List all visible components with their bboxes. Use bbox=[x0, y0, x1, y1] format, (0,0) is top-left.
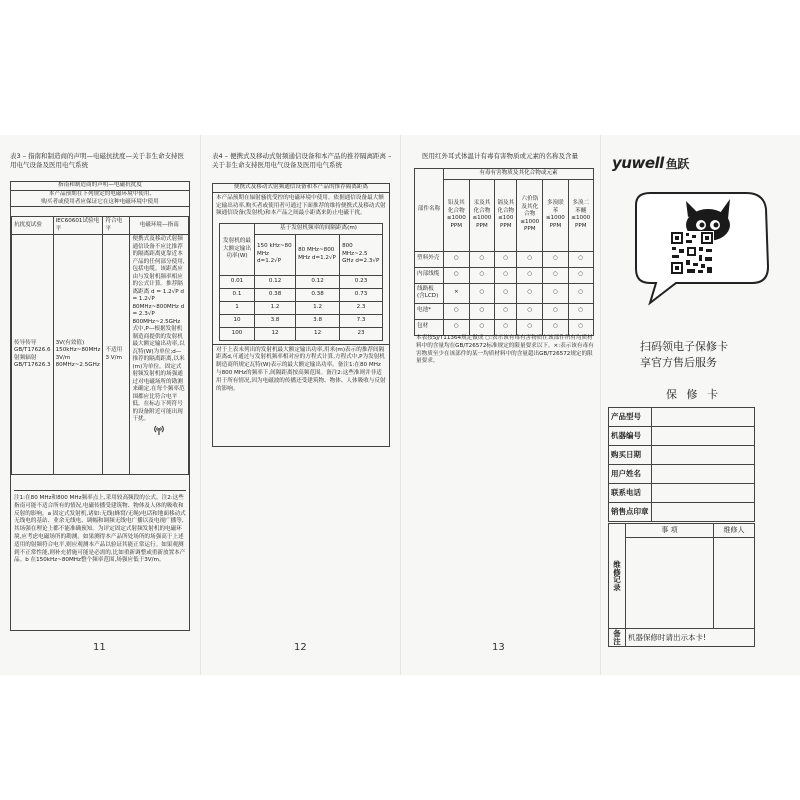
cell: 0.23 bbox=[340, 275, 383, 288]
header-cell: IEC60601试验电平 bbox=[53, 217, 103, 235]
power-header: 发射机的最大额定输出功率(W) bbox=[220, 224, 255, 276]
field-label: 销售点印章 bbox=[609, 503, 652, 522]
test-items-cell: 传导传导 GB/T17626.6 射频辐射 GB/T17626.3 bbox=[12, 235, 54, 475]
cell: 3.8 bbox=[255, 314, 296, 327]
card-title: 保 修 卡 bbox=[666, 388, 721, 401]
phone-field[interactable] bbox=[652, 484, 755, 503]
freq-header: 150 kHz~80 MHz d=1.2√P bbox=[255, 234, 296, 275]
freq-header: 800 MHz~2.5 GHz d=2.3√P bbox=[340, 234, 383, 275]
page-number: 12 bbox=[294, 642, 307, 653]
cell: 7.3 bbox=[340, 314, 383, 327]
field-label: 购买日期 bbox=[609, 446, 652, 465]
substance-header: 多溴二苯醚 ≤1000 PPM bbox=[568, 179, 594, 251]
cell: ○ bbox=[543, 251, 568, 267]
brand-name-cn: 鱼跃 bbox=[665, 157, 689, 171]
cell: 0.38 bbox=[296, 288, 340, 301]
product-model-field[interactable] bbox=[652, 408, 755, 427]
brand-logo bbox=[612, 154, 689, 172]
scan-line-2: 享官方售后服务 bbox=[640, 356, 717, 369]
cell: ○ bbox=[469, 283, 495, 303]
table3-intro-1: 本产品预期在下列规定的电磁环境中使用, bbox=[48, 190, 152, 197]
field-label: 联系电话 bbox=[609, 484, 652, 503]
panel-emc-immunity bbox=[0, 135, 200, 675]
cell: ○ bbox=[469, 267, 495, 283]
table4-notes: 对于上表未列出的发射机最大额定输出功率,用米(m)表示的推荐间隔距离d,可通过与发射机频率相对应的方程式计算,方程式中,P为发射机制造商所规定瓦特(W)表示的最大额定输出功率。备注1:在80 MHz与800 MHz的频率下,间隔距离按高频范围。备注2:这些准则并非适用于所有情况,因为电磁波的传播还受建筑物、物体、人体吸收与反射的影响。 bbox=[213, 344, 389, 396]
repair-record-label: 维 修 记 录 bbox=[609, 524, 626, 629]
header-cell: 电磁环境—指南 bbox=[130, 217, 189, 235]
cell: ○ bbox=[543, 319, 568, 335]
cell: ○ bbox=[517, 319, 543, 335]
cell: 0.38 bbox=[255, 288, 296, 301]
cell: ○ bbox=[444, 319, 470, 335]
warranty-fields bbox=[608, 407, 755, 522]
table4-caption: 便携式及移动式射频通信设备和本产品的推荐隔离距离 bbox=[213, 184, 389, 193]
cell: 1.2 bbox=[255, 301, 296, 314]
cell: 线路板(含LCD) bbox=[415, 283, 444, 303]
panel-hazardous-substances bbox=[400, 135, 600, 675]
substance-header: 镉及其化合物 ≤100 PPM bbox=[495, 179, 517, 251]
substance-group-header: 有毒有害物质及其化合物或元素 bbox=[444, 169, 594, 180]
cell: 12 bbox=[296, 327, 340, 340]
cell: ○ bbox=[495, 303, 517, 319]
table-row bbox=[220, 288, 383, 301]
cell: 0.1 bbox=[220, 288, 255, 301]
header-cell: 符合电平 bbox=[103, 217, 130, 235]
table4-title: 表4 – 便携式及移动式射频通信设备和本产品的推荐隔离距离 – 关于非生命支持医用电气设备及医用电气系统 bbox=[212, 152, 392, 169]
cell: 内部线缆 bbox=[415, 267, 444, 283]
substance-header: 六价铬及其化合物 ≤1000 PPM bbox=[517, 179, 543, 251]
cell: ○ bbox=[568, 303, 594, 319]
cell: ○ bbox=[517, 283, 543, 303]
substance-header: 多溴联苯 ≤1000 PPM bbox=[543, 179, 568, 251]
cell: ○ bbox=[543, 283, 568, 303]
compliance-cell: 不适用 3 V/m bbox=[103, 235, 130, 475]
cell: 1 bbox=[220, 301, 255, 314]
cell: 3.8 bbox=[296, 314, 340, 327]
distance-group-header: 基于发射机频率的间隔距离(m) bbox=[255, 224, 383, 235]
remark-text: 机器保修时请出示本卡! bbox=[626, 629, 755, 647]
guidance-cell bbox=[130, 235, 189, 475]
seller-stamp-field[interactable] bbox=[652, 503, 755, 522]
purchase-date-field[interactable] bbox=[652, 446, 755, 465]
cell: ○ bbox=[543, 267, 568, 283]
cell: 0.12 bbox=[296, 275, 340, 288]
table-row bbox=[220, 327, 383, 340]
table3-intro-2: 购买者或使用者应保证它在这种电磁环境中使用 bbox=[11, 199, 189, 208]
brochure-sheet bbox=[0, 135, 800, 675]
record-header: 事 项 bbox=[626, 524, 714, 538]
cell: ○ bbox=[469, 319, 495, 335]
panel-warranty-card bbox=[600, 135, 800, 675]
freq-header: 80 MHz~800 MHz d=1.2√P bbox=[296, 234, 340, 275]
cell: ○ bbox=[469, 303, 495, 319]
repair-record-table bbox=[608, 523, 755, 647]
test-levels-cell: 3V(有效值) 150kHz~80MHz 3V/m 80MHz~2.5GHz bbox=[53, 235, 103, 475]
cell: 12 bbox=[255, 327, 296, 340]
table-row bbox=[220, 301, 383, 314]
cell: ○ bbox=[495, 319, 517, 335]
page-number: 13 bbox=[492, 642, 505, 653]
user-name-field[interactable] bbox=[652, 465, 755, 484]
cell: ○ bbox=[444, 267, 470, 283]
part-name-header: 部件名称 bbox=[415, 169, 444, 252]
table4-grid bbox=[219, 223, 383, 341]
field-label: 产品型号 bbox=[609, 408, 652, 427]
cell: ○ bbox=[444, 251, 470, 267]
field-label: 机器编号 bbox=[609, 427, 652, 446]
cell: 塑料外壳 bbox=[415, 251, 444, 267]
cell: 10 bbox=[220, 314, 255, 327]
qr-code bbox=[670, 231, 714, 275]
table3-notes: 注1:在80 MHz和800 MHz频率点上,采用较高频段的公式。注2:这些指南可能不适合所有的情况,电磁传播受建筑物、物体及人体的吸收和反射的影响。a 固定式发射机,诸如:无线(蜂窝/无绳)电话和地面移动式无线电的基站、业余无线电、调幅和调频无线电广播以及电视广播等,其场强在理论上都不能准确预知。为评定固定式射频发射机的电磁环境,应考虑电磁场所的勘测。如果测得本产品所处场所的场强高于上述适用的射频符合电平,则应观测本产品以验证其能正常运行。如果观测到不正常性能,则补充措施可能是必需的,比如重新调整或重新放置本产品。b 在150kHz~80MHz整个频率范围,场强应低于3V/m。 bbox=[14, 490, 186, 565]
cell: ○ bbox=[568, 283, 594, 303]
cell: ○ bbox=[495, 267, 517, 283]
cell: ○ bbox=[517, 251, 543, 267]
cell: ○ bbox=[444, 303, 470, 319]
cell: ○ bbox=[568, 267, 594, 283]
cell: ○ bbox=[568, 251, 594, 267]
table-row bbox=[220, 275, 383, 288]
qr-speech-bubble bbox=[616, 187, 784, 309]
substance-header: 汞及其化合物 ≤1000 PPM bbox=[469, 179, 495, 251]
table-row bbox=[415, 319, 594, 335]
page-number: 11 bbox=[93, 642, 106, 653]
cell: 0.12 bbox=[255, 275, 296, 288]
field-label: 用户姓名 bbox=[609, 465, 652, 484]
cell: 0.73 bbox=[340, 288, 383, 301]
cell: ○ bbox=[517, 267, 543, 283]
cell: ○ bbox=[495, 251, 517, 267]
panel-separation-distance bbox=[200, 135, 400, 675]
table3 bbox=[10, 181, 190, 631]
cell: 0.01 bbox=[220, 275, 255, 288]
cell: ○ bbox=[517, 303, 543, 319]
cell: 23 bbox=[340, 327, 383, 340]
remark-label: 备注 bbox=[609, 629, 626, 647]
cell: ○ bbox=[495, 283, 517, 303]
table3-grid bbox=[11, 216, 189, 475]
table-row bbox=[415, 267, 594, 283]
repairer-field[interactable] bbox=[714, 538, 755, 629]
cell: 1.2 bbox=[296, 301, 340, 314]
substance-header: 铅及其化合物 ≤1000 PPM bbox=[444, 179, 470, 251]
substance-notes: 本表按SJ/T11364规定做成 ○:表示该有毒有害物质在该部件所有均质材料中的含量均在GB/T26572标准规定的限量要求以下。×:表示该有毒有害物质至少在该部件的某一均质材料中的含量超出GB/T26572规定的限量要求。 bbox=[416, 335, 594, 365]
table4 bbox=[212, 183, 390, 447]
cell: 2.3 bbox=[340, 301, 383, 314]
guidance-text: 便携式及移动式射频通信设备不应比推荐的隔离距离更靠近本产品的任何部分使用,包括电缆。该距离应由与发射机频率相应的公式计算。推荐隔离距离 d = 1.2√P d = 1.2√P 80MHz~800MHz d = 2.3√P 800MHz~2.5GHz 式中,P—根据发射机制造商提供的发射机最大额定输出功率,以瓦特(W)为单位;d—推荐的隔离距离,以米(m)为单位。固定式射频发射机的场强通过对电磁场所的勘测来确定,在每个频率范围都应比符合电平低。在标志下列符号的设备附近可能出现干扰。 bbox=[132, 236, 185, 422]
repair-items-field[interactable] bbox=[626, 538, 714, 629]
record-header: 维修人 bbox=[714, 524, 755, 538]
substance-title: 医用红外耳式体温计有毒有害物质或元素的名称及含量 bbox=[422, 152, 578, 160]
table4-intro: 本产品预期在辐射骚扰受控的电磁环境中使用。依据通信设备最大额定输出功率,购买者或使用者可通过下面推荐的维持便携式及移动式射频通信设备(发射机)和本产品之间最小距离来防止电磁干扰。 bbox=[216, 194, 386, 217]
header-cell: 抗扰度试验 bbox=[12, 217, 54, 235]
table-row bbox=[415, 303, 594, 319]
cell: 100 bbox=[220, 327, 255, 340]
cell: 电池* bbox=[415, 303, 444, 319]
serial-number-field[interactable] bbox=[652, 427, 755, 446]
table-row bbox=[415, 251, 594, 267]
brand-name: yuwell bbox=[612, 154, 664, 172]
cell: 包材 bbox=[415, 319, 444, 335]
cell: ○ bbox=[469, 251, 495, 267]
table3-title: 表3 – 指南和制造商的声明—电磁抗扰度—关于非生命支持医用电气设备及医用电气系统 bbox=[10, 152, 185, 169]
substance-table bbox=[414, 168, 594, 336]
cell: ○ bbox=[568, 319, 594, 335]
table-row bbox=[415, 283, 594, 303]
scan-line-1: 扫码领电子保修卡 bbox=[640, 340, 728, 353]
table-row bbox=[220, 314, 383, 327]
antenna-icon bbox=[132, 424, 186, 440]
cell: ○ bbox=[543, 303, 568, 319]
cell: × bbox=[444, 283, 470, 303]
table3-caption: 指南和制造商的声明—电磁抗扰度 bbox=[11, 182, 189, 191]
